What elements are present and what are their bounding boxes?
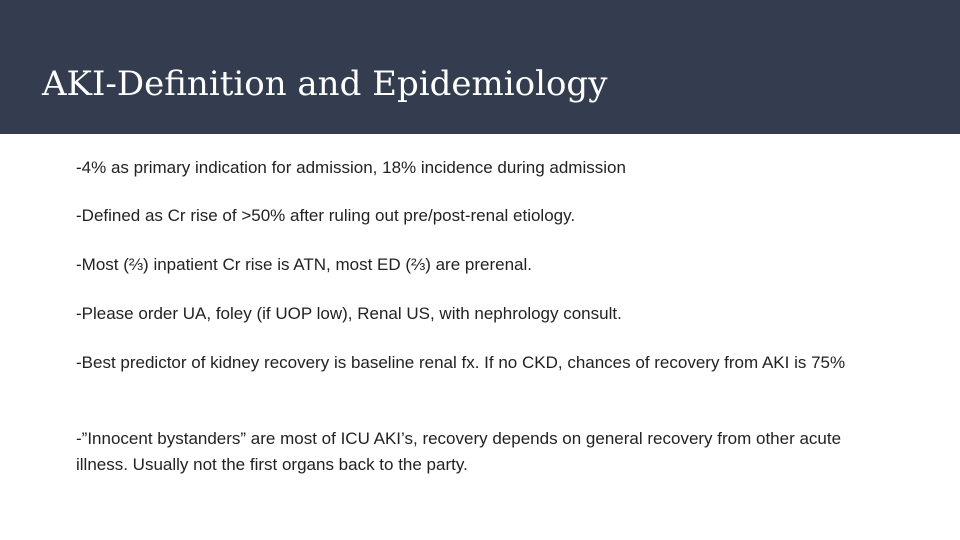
bullet-workup: -Please order UA, foley (if UOP low), Renal US, with nephrology consult.: [76, 304, 622, 323]
bullet-definition: -Defined as Cr rise of >50% after ruling out pre/post-renal etiology.: [76, 206, 576, 225]
slide-title: AKI-Definition and Epidemiology: [42, 64, 608, 104]
bullet-admission-incidence: -4% as primary indication for admission, 18% incidence during admission: [76, 158, 626, 177]
title-bar: [0, 0, 960, 134]
bullet-atn-prerenal: -Most (⅔) inpatient Cr rise is ATN, most ED (⅔) are prerenal.: [76, 255, 532, 274]
bullet-icu-bystanders: -”Innocent bystanders” are most of ICU AKI’s, recovery depends on general recovery from other acute illness. Usually not the first organs back to the party.: [76, 429, 842, 474]
bullet-recovery-predictor: -Best predictor of kidney recovery is baseline renal fx. If no CKD, chances of recovery from AKI is 75%: [76, 353, 846, 372]
